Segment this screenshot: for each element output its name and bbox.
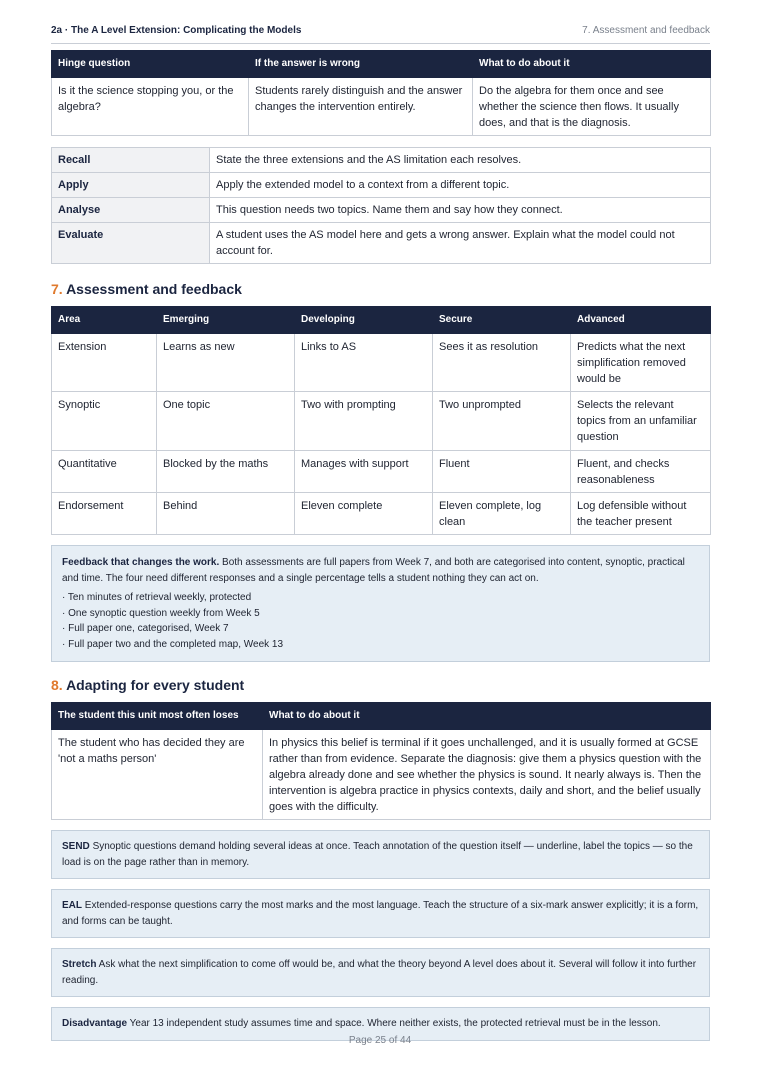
column-header: Area bbox=[52, 307, 157, 334]
table-row bbox=[52, 493, 711, 535]
column-header: Hinge question bbox=[52, 51, 249, 78]
section-title: Adapting for every student bbox=[66, 677, 245, 693]
note-label: Stretch bbox=[62, 959, 97, 970]
note-label: Disadvantage bbox=[62, 1018, 128, 1029]
table-cell: In physics this belief is terminal if it goes unchallenged, and it is usually formed at GCSE rather than from evidence. Separate the diagnosis: give them a physics question with the algebra already done and see whether the physics is sound. It nearly always is. Then the intervention is algebra practice in physics contexts, daily and short, and the belief usually goes with the difficulty. bbox=[263, 730, 711, 820]
table-cell: Learns as new bbox=[157, 334, 295, 392]
section-heading bbox=[51, 280, 710, 298]
feedback-callout bbox=[51, 545, 710, 662]
level-label: Recall bbox=[52, 148, 210, 173]
page-number: Page 25 of 44 bbox=[348, 1035, 412, 1046]
adaptation-table bbox=[51, 702, 711, 820]
column-header: What to do about it bbox=[263, 703, 711, 730]
table-cell: Eleven complete, log clean bbox=[433, 493, 571, 535]
level-label: Analyse bbox=[52, 198, 210, 223]
table-cell: Selects the relevant topics from an unfamiliar question bbox=[571, 392, 711, 451]
feedback-list bbox=[62, 590, 699, 652]
table-cell: Predicts what the next simplification removed would be bbox=[571, 334, 711, 392]
table-cell: Fluent, and checks reasonableness bbox=[571, 451, 711, 493]
header-section: 7. Assessment and feedback bbox=[582, 25, 710, 36]
note-text: Year 13 independent study assumes time and space. Where neither exists, the protected retrieval must be in the lesson. bbox=[127, 1018, 661, 1029]
table-row bbox=[52, 392, 711, 451]
table-cell: Two unprompted bbox=[433, 392, 571, 451]
list-item: · Ten minutes of retrieval weekly, protected bbox=[62, 592, 252, 603]
column-header: What to do about it bbox=[473, 51, 711, 78]
table-row bbox=[52, 334, 711, 392]
column-header: Developing bbox=[295, 307, 433, 334]
page bbox=[51, 24, 710, 1041]
table-cell: Behind bbox=[157, 493, 295, 535]
table-row bbox=[52, 730, 711, 820]
note-text: Extended-response questions carry the most marks and the most language. Teach the structure of a six-mark answer explicitly; it is a form, and forms can be taught. bbox=[62, 900, 699, 927]
table-header-row bbox=[52, 51, 711, 78]
section-title: Assessment and feedback bbox=[66, 281, 242, 297]
table-row bbox=[52, 78, 711, 136]
feedback-text: Both assessments are full papers from Week 7, and both are categorised into content, synoptic, practical and time. The four need different responses and a single percentage tells a student nothing they can act on. bbox=[62, 557, 685, 584]
assessment-rubric-table bbox=[51, 306, 711, 535]
table-cell: Manages with support bbox=[295, 451, 433, 493]
table-cell: Log defensible without the teacher present bbox=[571, 493, 711, 535]
table-cell: Blocked by the maths bbox=[157, 451, 295, 493]
header-title: 2a · The A Level Extension: Complicating the Models bbox=[51, 25, 302, 36]
table-cell: Endorsement bbox=[52, 493, 157, 535]
level-prompt: A student uses the AS model here and gets a wrong answer. Explain what the model could not account for. bbox=[210, 223, 711, 264]
feedback-paragraph bbox=[62, 555, 699, 586]
note-label: SEND bbox=[62, 841, 90, 852]
table-cell: Eleven complete bbox=[295, 493, 433, 535]
table-cell: Do the algebra for them once and see whether the science then flows. It usually does, and that is the diagnosis. bbox=[473, 78, 711, 136]
table-row bbox=[52, 223, 711, 264]
column-header: Secure bbox=[433, 307, 571, 334]
table-cell: One topic bbox=[157, 392, 295, 451]
section-number: 7. bbox=[51, 281, 63, 297]
table-cell: Extension bbox=[52, 334, 157, 392]
column-header: The student this unit most often loses bbox=[52, 703, 263, 730]
column-header: Advanced bbox=[571, 307, 711, 334]
note-label: EAL bbox=[62, 900, 82, 911]
list-item: · One synoptic question weekly from Week 5 bbox=[62, 607, 260, 619]
table-header-row bbox=[52, 307, 711, 334]
table-row bbox=[52, 173, 711, 198]
table-row bbox=[52, 148, 711, 173]
table-cell: Quantitative bbox=[52, 451, 157, 493]
table-cell: Sees it as resolution bbox=[433, 334, 571, 392]
list-item: · Full paper one, categorised, Week 7 bbox=[62, 623, 229, 634]
question-levels-table bbox=[51, 147, 711, 264]
page-header bbox=[51, 24, 710, 44]
hinge-question-table bbox=[51, 50, 711, 136]
note-text: Synoptic questions demand holding several ideas at once. Teach annotation of the question itself — underline, label the topics — so the load is on the page rather than in memory. bbox=[62, 841, 693, 868]
note-text: Ask what the next simplification to come off would be, and what the theory beyond A level does about it. Several will follow it into further reading. bbox=[62, 959, 697, 986]
column-header: If the answer is wrong bbox=[249, 51, 473, 78]
list-item: · Full paper two and the completed map, Week 13 bbox=[62, 638, 284, 650]
table-header-row bbox=[52, 703, 711, 730]
send-note bbox=[51, 830, 710, 879]
feedback-heading: Feedback that changes the work. bbox=[62, 557, 220, 568]
table-cell: Students rarely distinguish and the answer changes the intervention entirely. bbox=[249, 78, 473, 136]
level-prompt: This question needs two topics. Name them and say how they connect. bbox=[210, 198, 711, 223]
stretch-note bbox=[51, 948, 710, 997]
table-cell: Is it the science stopping you, or the algebra? bbox=[52, 78, 249, 136]
table-cell: Synoptic bbox=[52, 392, 157, 451]
table-cell: The student who has decided they are 'not a maths person' bbox=[52, 730, 263, 820]
table-row bbox=[52, 451, 711, 493]
table-cell: Two with prompting bbox=[295, 392, 433, 451]
level-prompt: Apply the extended model to a context from a different topic. bbox=[210, 173, 711, 198]
section-number: 8. bbox=[51, 677, 63, 693]
table-cell: Fluent bbox=[433, 451, 571, 493]
eal-note bbox=[51, 889, 710, 938]
column-header: Emerging bbox=[157, 307, 295, 334]
level-prompt: State the three extensions and the AS limitation each resolves. bbox=[210, 148, 711, 173]
section-heading bbox=[51, 676, 710, 694]
level-label: Evaluate bbox=[52, 223, 210, 264]
table-cell: Links to AS bbox=[295, 334, 433, 392]
table-row bbox=[52, 198, 711, 223]
level-label: Apply bbox=[52, 173, 210, 198]
